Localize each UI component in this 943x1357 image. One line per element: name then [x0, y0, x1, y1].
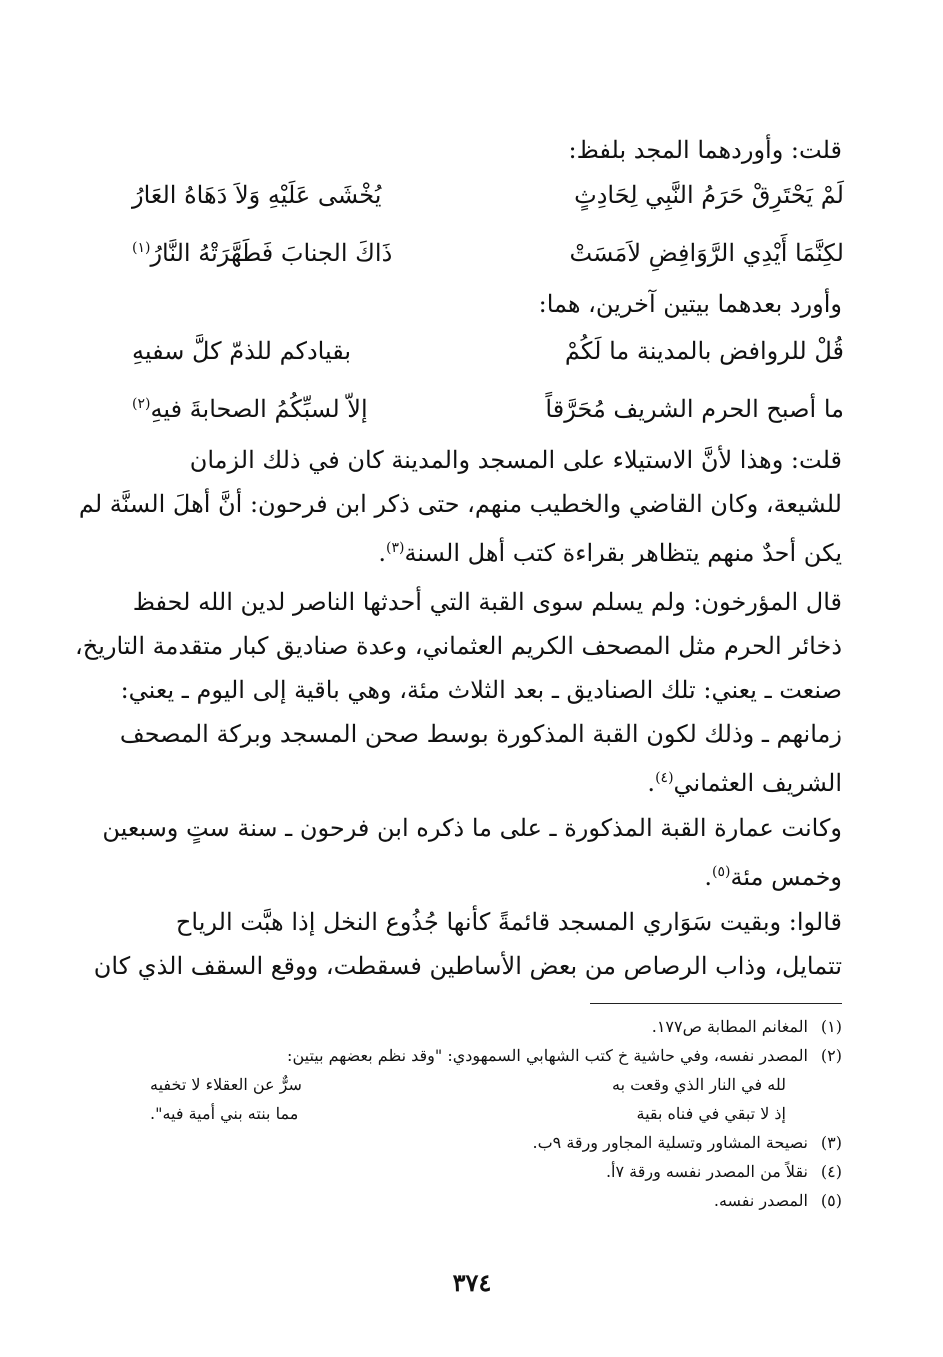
paragraph-4: قالوا: وبقيت سَوَاري المسجد قائمةً كأنها جُذُوع النخل إذا هبَّت الرياح تتمايل، وذاب الرصاص من بعض الأساطين فسقطت، ووقع السقف الذي كان [93, 908, 842, 980]
page-number: ٣٧٤ [452, 1268, 492, 1297]
footnote-5: (٥) المصدر نفسه. [713, 1191, 842, 1210]
verse-line [132, 224, 844, 282]
hemistich-left: إلاّ لسبِّكُمُ الصحابةَ فيهِ$^{(٢)}$ [132, 395, 368, 423]
hemistich-right: قُلْ للروافض بالمدينة ما لَكُمْ [564, 337, 844, 365]
hemistich-right: لَمْ يَحْتَرِقْ حَرَمُ النَّبِي لِحَادِثٍ [574, 181, 844, 209]
verse-line [132, 322, 844, 380]
hemistich-left: يُخْشَى عَلَيْهِ وَلاَ دَهَاهُ العَارُ [132, 181, 382, 209]
footnote-verse: لله في النار الذي وقعت به سرٌّ عن العقلاء لا تخفيه [150, 1075, 786, 1094]
poem-2 [132, 322, 844, 438]
footnote-4: (٤) نقلاً من المصدر نفسه ورقة ٧أ. [605, 1162, 842, 1181]
verse-line [132, 380, 844, 438]
poem-1 [132, 166, 844, 282]
footnote-2: (٢) المصدر نفسه، وفي حاشية خ كتب الشهابي السمهودي: "وقد نظم بعضهم بيتين: [287, 1046, 842, 1065]
footnote-ref: (٤) [655, 770, 674, 786]
paragraph-3: وكانت عمارة القبة المذكورة ـ على ما ذكره ابن فرحون ـ سنة ستٍ وسبعين وخمس مئة$^{(٥)}$. [102, 814, 842, 891]
footnote-3: (٣) نصيحة المشاور وتسلية المجاور ورقة ٩ب. [532, 1133, 842, 1152]
footnotes [150, 1012, 842, 1215]
intro-line-1: قلت: وأوردهما المجد بلفظ: [568, 136, 842, 164]
hemistich-right: لكِنَّمَا أَيْدِي الرَّوَافِضِ لاَمَسَتْ [569, 239, 844, 267]
footnote-ref: (٣) [386, 540, 405, 556]
verse-line [132, 166, 844, 224]
footnote-ref: (١) [132, 240, 151, 256]
hemistich-left: ذَاكَ الجنابَ فَطَهَّرَتْهُ النَّارُ$^{(١)}$ [132, 239, 393, 267]
footnote-ref: (٢) [132, 396, 151, 412]
hemistich-left: بقيادكم للذمّ كلَّ سفيهِ [132, 337, 352, 365]
footnote-1: (١) المغانم المطابة ص١٧٧. [651, 1017, 842, 1036]
paragraph-1: قلت: وهذا لأنَّ الاستيلاء على المسجد والمدينة كان في ذلك الزمان للشيعة، وكان القاضي والخطيب منهم، حتى ذكر ابن فرحون: أنَّ أهلَ السنَّة لم يكن أحدٌ منهم يتظاهر بقراءة كتب أهل السنة$^{(٣)}$. [78, 446, 842, 567]
footnote-ref: (٥) [712, 864, 731, 880]
hemistich-right: ما أصبح الحرم الشريف مُحَرَّقاً [545, 395, 844, 423]
footnote-verse: إذ لا تبقي في فناه بقية مما بنته بني أمية فيه". [150, 1104, 786, 1123]
footnote-separator [590, 1003, 842, 1004]
paragraph-2: قال المؤرخون: ولم يسلم سوى القبة التي أحدثها الناصر لدين الله لحفظ ذخائر الحرم مثل المصحف الكريم العثماني، وعدة صناديق كبار متقدمة التاريخ، صنعت ـ يعني: تلك الصناديق ـ بعد الثلاث مئة، وهي باقية إلى اليوم ـ يعني: زمانهم ـ وذلك لكون القبة المذكورة بوسط صحن المسجد وبركة المصحف الشريف العثماني$^{(٤)}$. [74, 588, 842, 797]
intro-line-2: وأورد بعدهما بيتين آخرين، هما: [538, 290, 842, 318]
